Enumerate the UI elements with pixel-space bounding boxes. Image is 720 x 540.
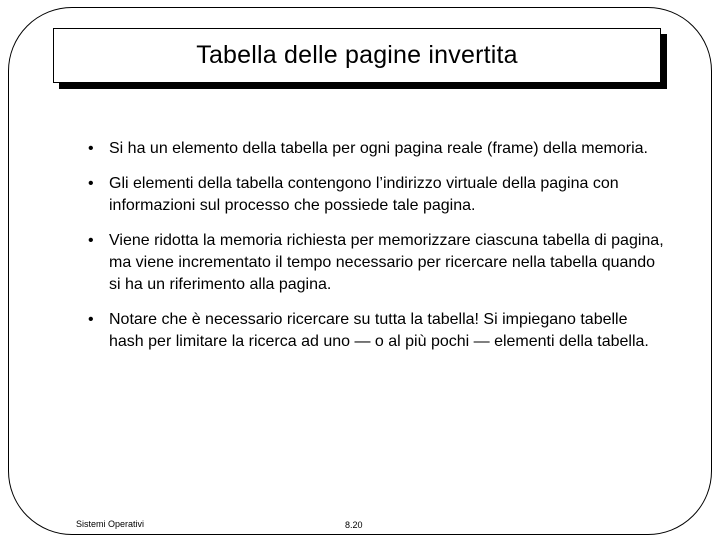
title-box <box>53 28 661 83</box>
bullet-item <box>86 230 666 296</box>
bullet-dot-icon: • <box>88 311 94 328</box>
bullet-dot-icon: • <box>88 232 94 249</box>
slide-title: Tabella delle pagine invertita <box>196 41 518 69</box>
bullet-dot-icon: • <box>88 140 94 157</box>
bullet-text: Si ha un elemento della tabella per ogni pagina reale (frame) della memoria. <box>109 140 648 157</box>
bullet-item <box>86 173 666 217</box>
bullet-item <box>86 138 666 160</box>
bullet-dot-icon: • <box>88 175 94 192</box>
footer-page-number: 8.20 <box>345 520 363 530</box>
bullet-text: Notare che è necessario ricercare su tutta la tabella! Si impiegano tabelle hash per limitare la ricerca ad uno — o al più pochi — elementi della tabella. <box>109 311 649 350</box>
footer-course: Sistemi Operativi <box>76 519 145 529</box>
bullet-text: Viene ridotta la memoria richiesta per memorizzare ciascuna tabella di pagina, ma viene incrementato il tempo necessario per ricercare nella tabella quando si ha un riferimento alla pagina. <box>109 232 664 293</box>
bullet-item <box>86 309 666 353</box>
bullet-text: Gli elementi della tabella contengono l’indirizzo virtuale della pagina con informazioni sul processo che possiede tale pagina. <box>109 175 619 214</box>
bullet-list <box>86 138 666 353</box>
